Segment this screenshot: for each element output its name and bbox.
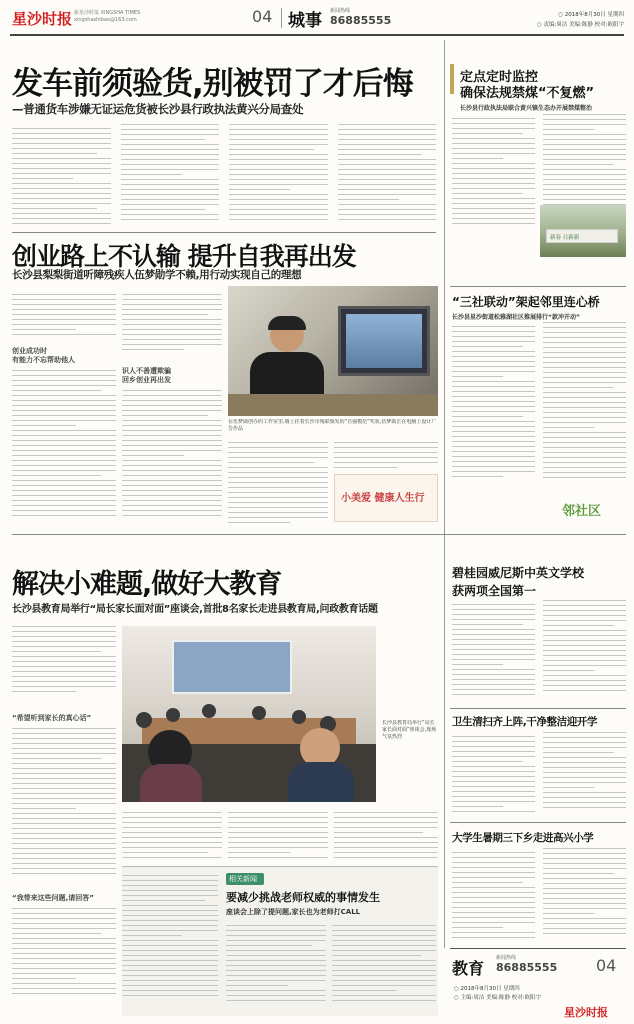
article2-section2: 识人不善遭欺骗 <box>122 367 171 375</box>
hotline-label: 新闻热线 <box>330 8 351 14</box>
footer-rule <box>450 948 626 949</box>
header-date: ○ 2018年8月30日 星期四 <box>558 12 624 18</box>
brand-email: xingshashibao@163.com <box>74 17 137 23</box>
article3-col4 <box>334 808 438 864</box>
article2-col4 <box>334 438 438 468</box>
hotline-number: 86885555 <box>330 14 392 27</box>
article3-subtitle: 长沙县教育局举行“局长家长面对面”座谈会,首批8名家长走进县教育局,问政教育话题 <box>12 604 378 615</box>
header-rule <box>10 34 624 36</box>
article2-col1b <box>12 366 116 526</box>
sidebar5-title: 大学生暑期三下乡走进高兴小学 <box>452 832 594 844</box>
divider-1 <box>12 232 436 233</box>
footer-date: ○ 2018年8月30日 星期四 <box>454 986 520 992</box>
inner-box-col2 <box>226 921 326 1013</box>
sidebar4-title: 卫生清扫齐上阵,干净整洁迎开学 <box>452 716 597 728</box>
article2-section1: 创业成功时 <box>12 347 47 355</box>
sidebar1-photo <box>540 205 626 257</box>
page-header <box>0 0 634 40</box>
article2-col2 <box>122 290 222 360</box>
article3-col2 <box>122 808 222 864</box>
header-section: 城事 <box>288 11 322 31</box>
article2-subtitle: 长沙县梨梨街道听障残疾人伍梦勋学不赖,用行动实现自己的理想 <box>12 269 302 281</box>
article3-col1b <box>12 724 116 888</box>
sidebar1-title-line2: 确保法规禁煤“不复燃” <box>460 86 595 101</box>
inner-box-tag <box>226 873 264 885</box>
footer-hotline-label: 新闻热线 <box>496 955 517 961</box>
page-footer <box>444 948 634 1024</box>
inner-box-tag-text: 相关新闻 <box>229 875 257 883</box>
footer-brand: 星沙时报 <box>564 1006 608 1019</box>
sidebar3-title-line1: 碧桂园威尼斯中英文学校 <box>452 566 585 580</box>
header-page-number: 04 <box>252 7 273 26</box>
sidebar5-body <box>452 848 626 944</box>
brand-subtitle: 新星沙时报 XINGSHA TIMES <box>74 10 141 16</box>
sidebar2-body <box>452 322 626 520</box>
sidebar1-photo-caption: 新春 日新新 <box>550 235 580 241</box>
article3-section1: “希望听到家长的真心话” <box>12 714 92 722</box>
divider-sidebar5 <box>450 822 626 823</box>
article2-section1b: 有能力不忘帮助他人 <box>12 356 75 364</box>
inner-box-title: 要减少挑战老师权威的事情发生 <box>226 891 380 904</box>
hotline-box <box>330 7 392 29</box>
article2-photo-caption: 在伍梦勋创办的工作室里,墙上挂着长沙市残联颁发的“自强模范”奖状,伍梦勋正在电脑上设计广告作品 <box>228 419 437 432</box>
sidebar3-body <box>452 600 626 700</box>
article3-col1c <box>12 904 116 1004</box>
article3-col1a <box>12 622 116 702</box>
header-editors: ○ 责编:周洁 美编:陈静 校对:欧阳宇 <box>536 22 624 28</box>
article1-subtitle: —普通货车涉嫌无证运危货被长沙县行政执法黄兴分局查处 <box>12 102 304 116</box>
sidebar2-title: “三社联动”架起邻里连心桥 <box>452 295 600 309</box>
inner-box-col3 <box>332 921 436 1013</box>
footer-hotline: 86885555 <box>496 961 558 974</box>
article3-title: 解决小难题,做好大教育 <box>12 569 282 600</box>
article2-section2b: 回乡创业再出发 <box>122 376 171 384</box>
sidebar1-accent <box>450 64 454 94</box>
article3-photo <box>122 626 376 802</box>
article2-col3 <box>228 438 328 528</box>
divider-sidebar4 <box>450 708 626 709</box>
sidebar2-subtitle: 长沙县星沙街道松雅湖社区推展排行“款冲开动” <box>452 314 580 321</box>
article2-logo <box>334 474 438 522</box>
column-divider <box>444 40 445 948</box>
inner-box-subtitle: 座谈会上除了提问题,家长也为老师打CALL <box>226 908 361 916</box>
sidebar1-subtitle: 长沙县行政执法局联合黄兴镇生态办开展禁煤整治 <box>460 105 593 112</box>
article3-photo-caption: 长沙县教育局举行“局长家长面对面”座谈会,现场气氛热烈 <box>382 720 437 740</box>
inner-box-col1 <box>122 871 218 1011</box>
divider-2 <box>12 534 626 535</box>
sidebar2-logo-text: 邻社区 <box>562 504 602 519</box>
article2-col2b <box>122 386 222 526</box>
sidebar1-title-line1: 定点定时监控 <box>460 70 539 85</box>
brand-logo: 星沙时报 <box>12 10 73 28</box>
article2-col1 <box>12 290 116 342</box>
article1-title: 发车前须验货,别被罚了才后悔 <box>12 66 413 102</box>
article2-title: 创业路上不认输 提升自我再出发 <box>12 242 356 271</box>
footer-page-number: 04 <box>596 956 617 975</box>
footer-editors: ○ 主编:周洁 美编:陈静 校对:欧阳宇 <box>454 995 542 1001</box>
sidebar3-title-line2: 获两项全国第一 <box>452 584 537 598</box>
divider-sidebar2 <box>450 286 626 287</box>
article3-col3 <box>228 808 328 864</box>
footer-section: 教育 <box>452 959 485 978</box>
sidebar2-logo <box>554 496 626 524</box>
sidebar4-body <box>452 732 626 818</box>
article3-section2: “我带来这些问题,请回答” <box>12 894 94 902</box>
inner-box <box>122 866 438 1016</box>
article2-logo-text: 小美爱 健康人生行 <box>341 493 425 504</box>
article2-photo <box>228 286 438 416</box>
article1-body <box>12 124 436 228</box>
header-divider <box>281 8 282 28</box>
